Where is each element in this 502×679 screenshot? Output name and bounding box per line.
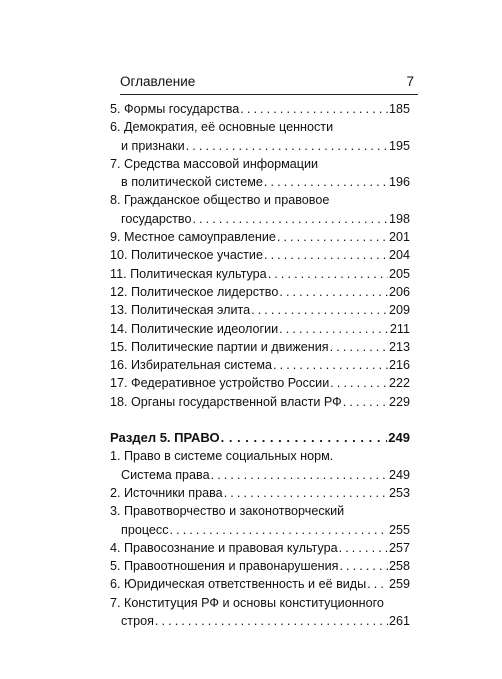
leader-dots [367, 575, 388, 593]
toc-entry-text: 4. Правосознание и правовая культура [110, 540, 338, 555]
leader-dots [339, 557, 388, 575]
toc-entry-line [110, 118, 410, 136]
leader-dots [279, 283, 388, 301]
leader-dots [186, 137, 388, 155]
toc-entry-page: 222 [388, 376, 410, 391]
toc-entry-page: 216 [388, 358, 410, 373]
toc-entry-line [110, 484, 410, 502]
toc-entry-line [110, 100, 410, 118]
toc-entry-text: 17. Федеративное устройство России [110, 376, 330, 391]
toc-entry-text: 14. Политические идеологии [110, 321, 279, 336]
leader-dots [343, 393, 388, 411]
toc-entry-line [110, 320, 410, 338]
toc-entry-text: 7. Конституция РФ и основы конституционного [110, 595, 384, 610]
leader-dots [330, 374, 388, 392]
toc-entry-page: 196 [388, 175, 410, 190]
toc-entry-line [110, 557, 410, 575]
toc-entry-page: 204 [388, 248, 410, 263]
leader-dots [170, 521, 388, 539]
toc-entry-page: 229 [388, 394, 410, 409]
toc-entry-line [110, 502, 410, 520]
toc-entry-page: 258 [388, 559, 410, 574]
toc-entry-page: 201 [388, 230, 410, 245]
header-page-number: 7 [406, 74, 414, 89]
toc-entry-line [110, 466, 410, 484]
toc-entry-page: 206 [388, 284, 410, 299]
toc-entry-text: 6. Юридическая ответственность и её виды [110, 577, 367, 592]
toc-entry-page: 259 [388, 577, 410, 592]
toc-entry-text: 15. Политические партии и движения [110, 339, 329, 354]
toc-entry-page: 255 [388, 522, 410, 537]
toc-entry-text: строя [121, 614, 154, 629]
toc-entry-text: 12. Политическое лидерство [110, 284, 279, 299]
leader-dots [264, 246, 388, 264]
leader-dots [339, 539, 388, 557]
table-of-contents [110, 100, 410, 630]
running-header [120, 74, 418, 95]
leader-dots [224, 484, 388, 502]
toc-entry-text: 5. Формы государства [110, 102, 240, 116]
toc-entry-line [110, 594, 410, 612]
leader-dots [155, 612, 388, 630]
toc-entry-line [110, 137, 410, 155]
toc-entry-page: 257 [388, 540, 410, 555]
toc-entry-text: 9. Местное самоуправление [110, 230, 276, 245]
leader-dots [240, 100, 388, 118]
toc-entry-line [110, 539, 410, 557]
toc-entry-line [110, 356, 410, 374]
toc-entry-text: процесс [121, 522, 169, 537]
toc-entry-text: 18. Органы государственной власти РФ [110, 394, 342, 409]
toc-entry-text: 3. Правотворчество и законотворческий [110, 504, 345, 519]
toc-entry-text: 1. Право в системе социальных норм. [110, 449, 334, 464]
toc-entry-text: Система права [121, 467, 210, 482]
toc-entry-text: и признаки [121, 138, 185, 153]
leader-dots [192, 210, 388, 228]
leader-dots [221, 429, 388, 447]
leader-dots [211, 466, 388, 484]
toc-entry-text: 10. Политическое участие [110, 248, 263, 263]
toc-entry-line [110, 265, 410, 283]
toc-entry-text: 6. Демократия, её основные ценности [110, 120, 334, 135]
toc-group-politics [110, 100, 410, 411]
leader-dots [251, 301, 388, 319]
toc-entry-text: государство [121, 211, 192, 226]
toc-entry-line [110, 447, 410, 465]
toc-entry-line [110, 301, 410, 319]
leader-dots [268, 265, 388, 283]
toc-group-law [110, 447, 410, 630]
leader-dots [330, 338, 388, 356]
section-title: Раздел 5. ПРАВО [110, 430, 220, 446]
toc-entry-text: 5. Правоотношения и правонарушения [110, 559, 339, 574]
toc-entry-page: 209 [388, 303, 410, 318]
toc-entry-text: 11. Политическая культура [110, 266, 267, 281]
toc-entry-text: 8. Гражданское общество и правовое [110, 193, 330, 208]
section-page: 249 [388, 430, 410, 446]
leader-dots [273, 356, 388, 374]
toc-entry-page: 205 [388, 266, 410, 281]
toc-entry-page: 261 [388, 614, 410, 629]
toc-entry-page: 249 [388, 467, 410, 482]
toc-entry-text: 7. Средства массовой информации [110, 156, 319, 171]
toc-entry-page: 195 [388, 138, 410, 153]
toc-entry-line [110, 283, 410, 301]
toc-entry-line [110, 338, 410, 356]
toc-entry-line [110, 393, 410, 411]
toc-entry-page: 185 [388, 102, 410, 116]
toc-entry-page: 211 [389, 321, 410, 336]
leader-dots [264, 173, 388, 191]
toc-entry-text: в политической системе [121, 175, 263, 190]
toc-entry-line [110, 374, 410, 392]
toc-entry-text: 2. Источники права [110, 485, 223, 500]
toc-entry-line [110, 191, 410, 209]
toc-entry-line [110, 612, 410, 630]
header-title: Оглавление [120, 74, 196, 89]
toc-entry-text: 16. Избирательная система [110, 358, 272, 373]
toc-entry-line [110, 228, 410, 246]
toc-entry-line [110, 173, 410, 191]
leader-dots [277, 228, 388, 246]
toc-entry-page: 253 [388, 485, 410, 500]
toc-entry-line [110, 155, 410, 173]
toc-entry-line [110, 575, 410, 593]
toc-entry-page: 198 [388, 211, 410, 226]
toc-entry-line [110, 521, 410, 539]
toc-entry-text: 13. Политическая элита [110, 303, 251, 318]
toc-entry-line [110, 246, 410, 264]
section-heading [110, 429, 410, 447]
leader-dots [279, 320, 389, 338]
toc-entry-page: 213 [388, 339, 410, 354]
toc-entry-line [110, 210, 410, 228]
